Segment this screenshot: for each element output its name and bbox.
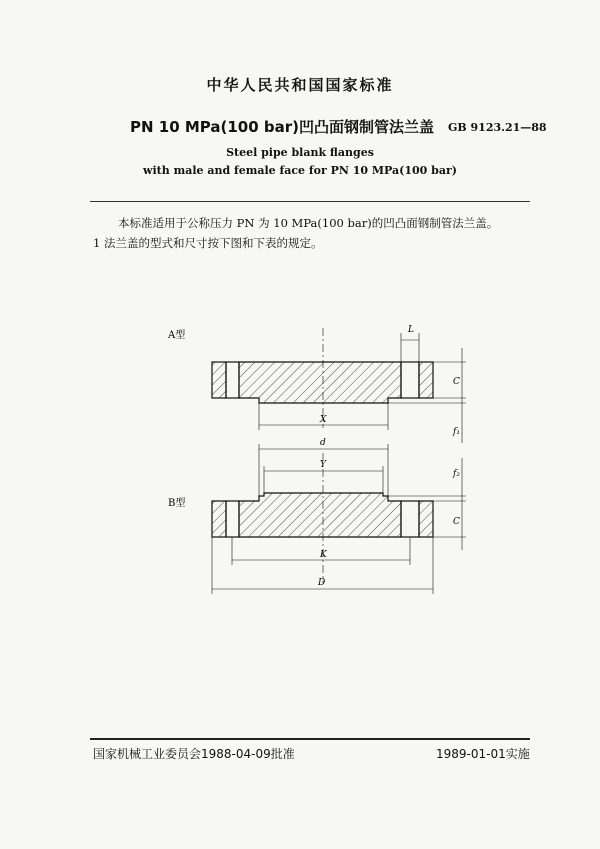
footer-divider xyxy=(90,738,530,740)
document-title-english-line1: Steel pipe blank flanges xyxy=(226,146,374,159)
standard-header: 中华人民共和国国家标准 xyxy=(206,76,394,94)
type-b-flange-section xyxy=(212,493,433,537)
approval-note: 国家机械工业委员会1988-04-09批准 xyxy=(93,747,295,761)
dim-d-outer-label: D xyxy=(318,578,326,588)
flange-drawing xyxy=(160,318,490,603)
implementation-date: 1989-01-01实施 xyxy=(436,747,530,761)
clause-1: 1 法兰盖的型式和尺寸按下图和下表的规定。 xyxy=(93,236,323,250)
dim-k-label: K xyxy=(320,550,327,560)
document-title-english-line2: with male and female face for PN 10 MPa(100 bar) xyxy=(143,164,457,177)
document-title-chinese: PN 10 MPa(100 bar)凹凸面钢制管法兰盖 xyxy=(130,118,435,136)
type-a-flange-section xyxy=(212,362,433,403)
dim-c-b-label: C xyxy=(453,517,460,527)
header-divider xyxy=(90,201,530,202)
type-b-label: B型 xyxy=(168,498,186,509)
standard-code: GB 9123.21—88 xyxy=(448,121,547,134)
dim-f1-label: f₁ xyxy=(453,427,460,437)
dim-y-label: Y xyxy=(320,460,326,470)
dim-c-a-label: C xyxy=(453,377,460,387)
dim-l-label: L xyxy=(408,325,414,335)
dim-x-label: X xyxy=(320,415,327,425)
dim-f2-label: f₂ xyxy=(453,469,460,479)
intro-paragraph: 本标准适用于公称压力 PN 为 10 MPa(100 bar)的凹凸面钢制管法兰盖。 xyxy=(118,216,499,230)
dim-d-label: d xyxy=(320,438,326,448)
type-a-label: A型 xyxy=(168,330,186,341)
